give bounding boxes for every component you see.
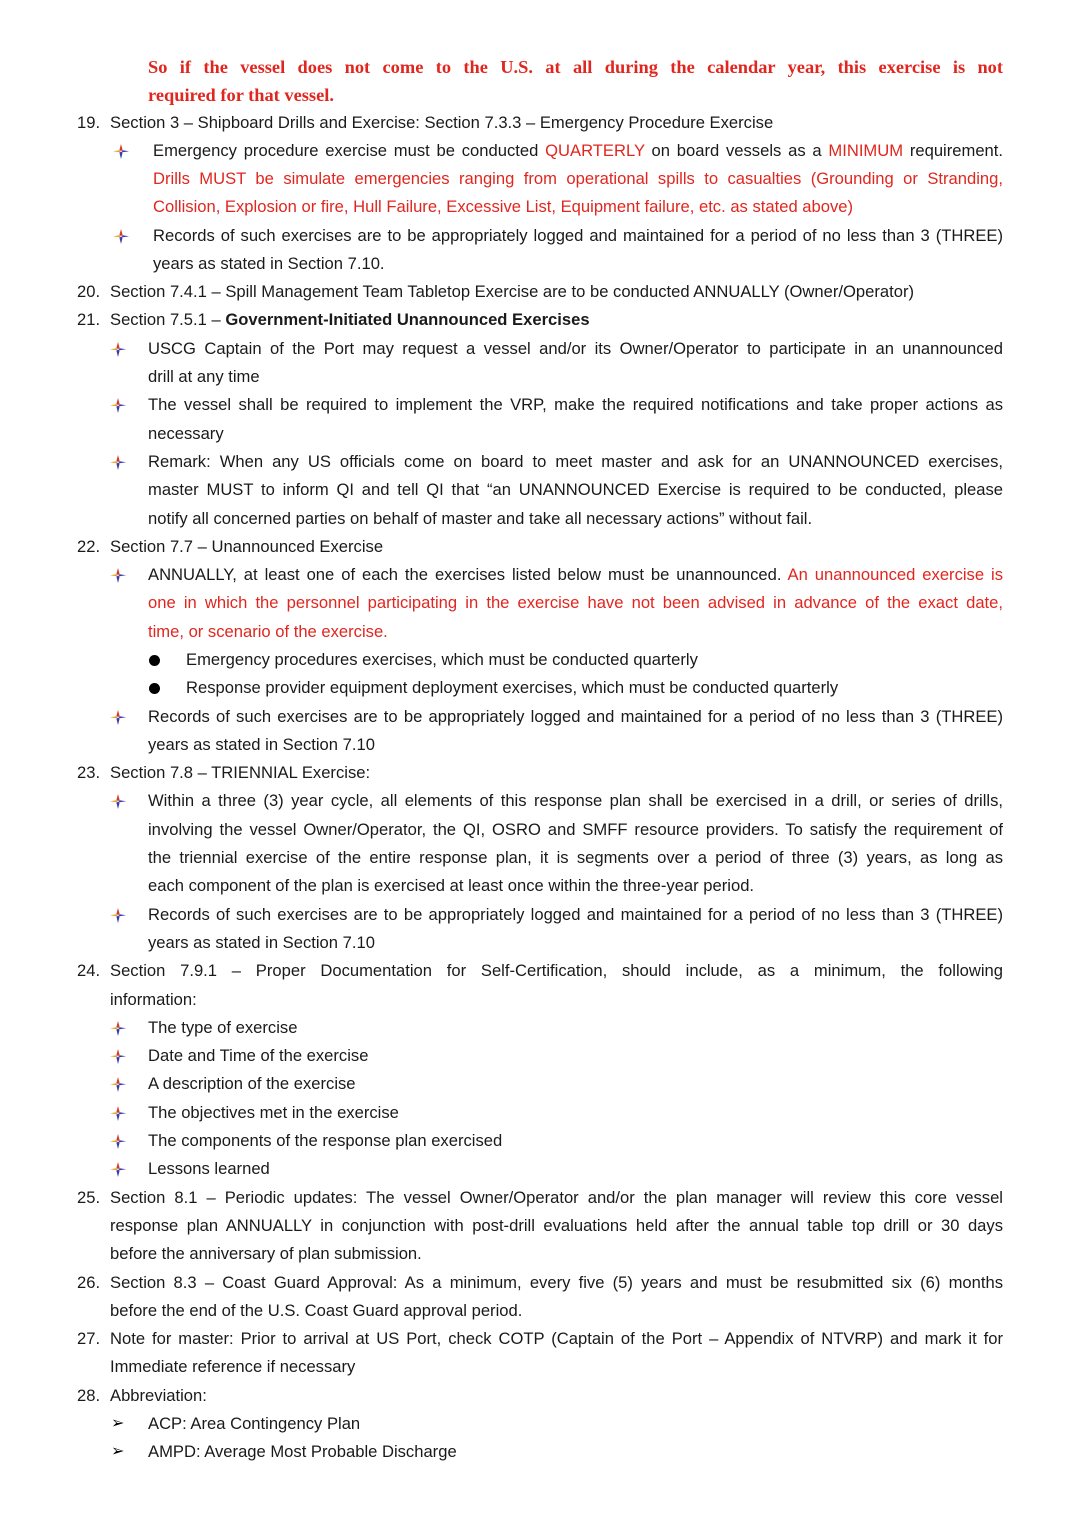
line-text: before the anniversary of plan submission. bbox=[110, 1244, 422, 1263]
list-number: 19. bbox=[77, 113, 101, 132]
arrowhead-bullet-icon: ➢ bbox=[111, 1415, 125, 1432]
line-text: involving the vessel Owner/Operator, the QI, OSRO and SMFF resource providers. To satisfy the requirement of bbox=[148, 820, 1003, 839]
line-text: Section 7.9.1 – Proper Documentation for Self-Certification, should include, as a minimum, the following bbox=[110, 961, 1003, 980]
line-text: Section 7.4.1 – Spill Management Team Tabletop Exercise are to be conducted ANNUALLY (Owner/Operator) bbox=[110, 282, 915, 301]
line-text: time, or scenario of the exercise. bbox=[148, 622, 388, 641]
line-text: notify all concerned parties on behalf of master and take all necessary actions” without fail. bbox=[148, 509, 813, 528]
text-line bbox=[0, 278, 1080, 306]
list-number: 24. bbox=[77, 961, 101, 980]
text-line bbox=[0, 731, 1080, 759]
list-number: 28. bbox=[77, 1386, 101, 1405]
text-line bbox=[0, 759, 1080, 787]
line-text: drill at any time bbox=[148, 367, 260, 386]
text-line bbox=[0, 1155, 1080, 1183]
line-text: master MUST to inform QI and tell QI that “an UNANNOUNCED Exercise is required to be conducted, please bbox=[148, 480, 1003, 499]
line-text bbox=[148, 561, 1003, 589]
line-text: Date and Time of the exercise bbox=[148, 1046, 369, 1065]
text-line bbox=[0, 816, 1080, 844]
line-text: Collision, Explosion or fire, Hull Failure, Excessive List, Equipment failure, etc. as stated above) bbox=[153, 197, 854, 216]
line-text: USCG Captain of the Port may request a vessel and/or its Owner/Operator to participate in an unannounced bbox=[148, 339, 1003, 358]
four-point-star-bullet-icon bbox=[110, 908, 126, 923]
list-number: 25. bbox=[77, 1188, 101, 1207]
line-text: Within a three (3) year cycle, all elements of this response plan shall be exercised in a drill, or series of drills, bbox=[148, 791, 1003, 810]
line-text: Section 8.1 – Periodic updates: The vessel Owner/Operator and/or the plan manager will review this core vessel bbox=[110, 1188, 1003, 1207]
text-line bbox=[0, 986, 1080, 1014]
text-segment: on board vessels as a bbox=[644, 141, 829, 160]
text-segment: QUARTERLY bbox=[545, 141, 645, 160]
line-text: Drills MUST be simulate emergencies ranging from operational spills to casualties (Grounding or Stranding, bbox=[153, 169, 1003, 188]
text-line bbox=[0, 703, 1080, 731]
line-text: Remark: When any US officials come on board to meet master and ask for an UNANNOUNCED exercises, bbox=[148, 452, 1003, 471]
line-text: required for that vessel. bbox=[148, 85, 334, 105]
arrowhead-bullet-icon: ➢ bbox=[111, 1443, 125, 1460]
text-line bbox=[0, 250, 1080, 278]
text-line bbox=[0, 335, 1080, 363]
text-line bbox=[0, 137, 1080, 165]
text-line bbox=[0, 222, 1080, 250]
round-bullet-icon bbox=[149, 655, 160, 666]
line-text: Section 7.8 – TRIENNIAL Exercise: bbox=[110, 763, 371, 782]
text-segment: Section 7.5.1 – bbox=[110, 310, 226, 329]
text-line bbox=[0, 901, 1080, 929]
text-line bbox=[0, 589, 1080, 617]
line-text: ACP: Area Contingency Plan bbox=[148, 1414, 361, 1433]
line-text: Section 8.3 – Coast Guard Approval: As a minimum, every five (5) years and must be resubmitted six (6) months bbox=[110, 1273, 1003, 1292]
line-text: The components of the response plan exercised bbox=[148, 1131, 503, 1150]
list-number: 21. bbox=[77, 310, 101, 329]
text-line bbox=[0, 448, 1080, 476]
text-line bbox=[0, 109, 1080, 137]
text-line bbox=[0, 1325, 1080, 1353]
round-bullet-icon bbox=[149, 683, 160, 694]
line-text: The type of exercise bbox=[148, 1018, 298, 1037]
line-text: So if the vessel does not come to the U.S. at all during the calendar year, this exercise is not bbox=[148, 57, 1003, 77]
text-line bbox=[0, 646, 1080, 674]
text-line bbox=[0, 929, 1080, 957]
text-line bbox=[0, 1410, 1080, 1438]
line-text: Section 7.7 – Unannounced Exercise bbox=[110, 537, 384, 556]
line-text: Records of such exercises are to be appropriately logged and maintained for a period of no less than 3 (THREE) bbox=[148, 707, 1003, 726]
line-text: each component of the plan is exercised at least once within the three-year period. bbox=[148, 876, 755, 895]
line-text: before the end of the U.S. Coast Guard approval period. bbox=[110, 1301, 523, 1320]
text-line bbox=[0, 1042, 1080, 1070]
four-point-star-bullet-icon bbox=[110, 1077, 126, 1092]
text-line bbox=[0, 363, 1080, 391]
text-line bbox=[0, 1240, 1080, 1268]
text-segment: Emergency procedure exercise must be conducted bbox=[153, 141, 546, 160]
text-line bbox=[0, 1297, 1080, 1325]
four-point-star-bullet-icon bbox=[110, 1106, 126, 1121]
text-line bbox=[0, 476, 1080, 504]
text-line bbox=[0, 1014, 1080, 1042]
text-line bbox=[0, 618, 1080, 646]
line-text: Immediate reference if necessary bbox=[110, 1357, 356, 1376]
four-point-star-bullet-icon bbox=[110, 1049, 126, 1064]
four-point-star-bullet-icon bbox=[110, 455, 126, 470]
text-line bbox=[0, 957, 1080, 985]
four-point-star-bullet-icon bbox=[113, 144, 129, 159]
text-segment: MINIMUM bbox=[828, 141, 904, 160]
text-line bbox=[0, 193, 1080, 221]
line-text: one in which the personnel participating in the exercise have not been advised in advance of the exact date, bbox=[148, 593, 1003, 612]
text-line bbox=[0, 1438, 1080, 1466]
line-text: Records of such exercises are to be appropriately logged and maintained for a period of no less than 3 (THREE) bbox=[153, 226, 1003, 245]
text-line bbox=[0, 1269, 1080, 1297]
line-text: response plan ANNUALLY in conjunction with post-drill evaluations held after the annual table top drill or 30 days bbox=[110, 1216, 1003, 1235]
text-line bbox=[0, 872, 1080, 900]
line-text: years as stated in Section 7.10. bbox=[153, 254, 385, 273]
four-point-star-bullet-icon bbox=[110, 710, 126, 725]
line-text: necessary bbox=[148, 424, 224, 443]
text-line bbox=[0, 674, 1080, 702]
text-line bbox=[0, 1353, 1080, 1381]
line-text: The vessel shall be required to implement the VRP, make the required notifications and take proper actions as bbox=[148, 395, 1003, 414]
text-line bbox=[0, 787, 1080, 815]
four-point-star-bullet-icon bbox=[110, 1134, 126, 1149]
list-number: 26. bbox=[77, 1273, 101, 1292]
text-line bbox=[0, 391, 1080, 419]
line-text: information: bbox=[110, 990, 197, 1009]
line-text: Abbreviation: bbox=[110, 1386, 207, 1405]
list-number: 27. bbox=[77, 1329, 101, 1348]
line-text: the triennial exercise of the entire response plan, it is segments over a period of three (3) years, as long as bbox=[148, 848, 1003, 867]
text-line bbox=[0, 1099, 1080, 1127]
line-text: years as stated in Section 7.10 bbox=[148, 933, 375, 952]
text-segment: An unannounced exercise is bbox=[787, 565, 1004, 584]
line-text: Emergency procedures exercises, which must be conducted quarterly bbox=[186, 650, 698, 669]
text-line bbox=[0, 53, 1080, 81]
line-text bbox=[110, 306, 1003, 334]
text-line bbox=[0, 1070, 1080, 1098]
text-line bbox=[0, 1382, 1080, 1410]
line-text: The objectives met in the exercise bbox=[148, 1103, 399, 1122]
text-line bbox=[0, 165, 1080, 193]
line-text: Response provider equipment deployment exercises, which must be conducted quarterly bbox=[186, 678, 839, 697]
four-point-star-bullet-icon bbox=[110, 1021, 126, 1036]
text-segment: Government-Initiated Unannounced Exercises bbox=[225, 310, 590, 329]
four-point-star-bullet-icon bbox=[110, 398, 126, 413]
text-line bbox=[0, 505, 1080, 533]
line-text: Note for master: Prior to arrival at US Port, check COTP (Captain of the Port – Appendix of NTVRP) and mark it for bbox=[110, 1329, 1003, 1348]
text-line bbox=[0, 533, 1080, 561]
text-segment: ANNUALLY, at least one of each the exercises listed below must be unannounced. bbox=[148, 565, 788, 584]
line-text: years as stated in Section 7.10 bbox=[148, 735, 375, 754]
line-text: Section 3 – Shipboard Drills and Exercise: Section 7.3.3 – Emergency Procedure Exercise bbox=[110, 113, 774, 132]
text-line bbox=[0, 81, 1080, 109]
four-point-star-bullet-icon bbox=[110, 794, 126, 809]
list-number: 20. bbox=[77, 282, 101, 301]
line-text: AMPD: Average Most Probable Discharge bbox=[148, 1442, 457, 1461]
line-text: Lessons learned bbox=[148, 1159, 270, 1178]
four-point-star-bullet-icon bbox=[110, 1162, 126, 1177]
text-line bbox=[0, 1184, 1080, 1212]
line-text: Records of such exercises are to be appropriately logged and maintained for a period of no less than 3 (THREE) bbox=[148, 905, 1003, 924]
four-point-star-bullet-icon bbox=[113, 229, 129, 244]
text-line bbox=[0, 561, 1080, 589]
list-number: 22. bbox=[77, 537, 101, 556]
text-line bbox=[0, 420, 1080, 448]
line-text: A description of the exercise bbox=[148, 1074, 356, 1093]
text-segment: requirement. bbox=[903, 141, 1003, 160]
four-point-star-bullet-icon bbox=[110, 568, 126, 583]
line-text bbox=[153, 137, 1003, 165]
text-line bbox=[0, 306, 1080, 334]
list-number: 23. bbox=[77, 763, 101, 782]
text-line bbox=[0, 1212, 1080, 1240]
text-line bbox=[0, 844, 1080, 872]
four-point-star-bullet-icon bbox=[110, 342, 126, 357]
text-line bbox=[0, 1127, 1080, 1155]
